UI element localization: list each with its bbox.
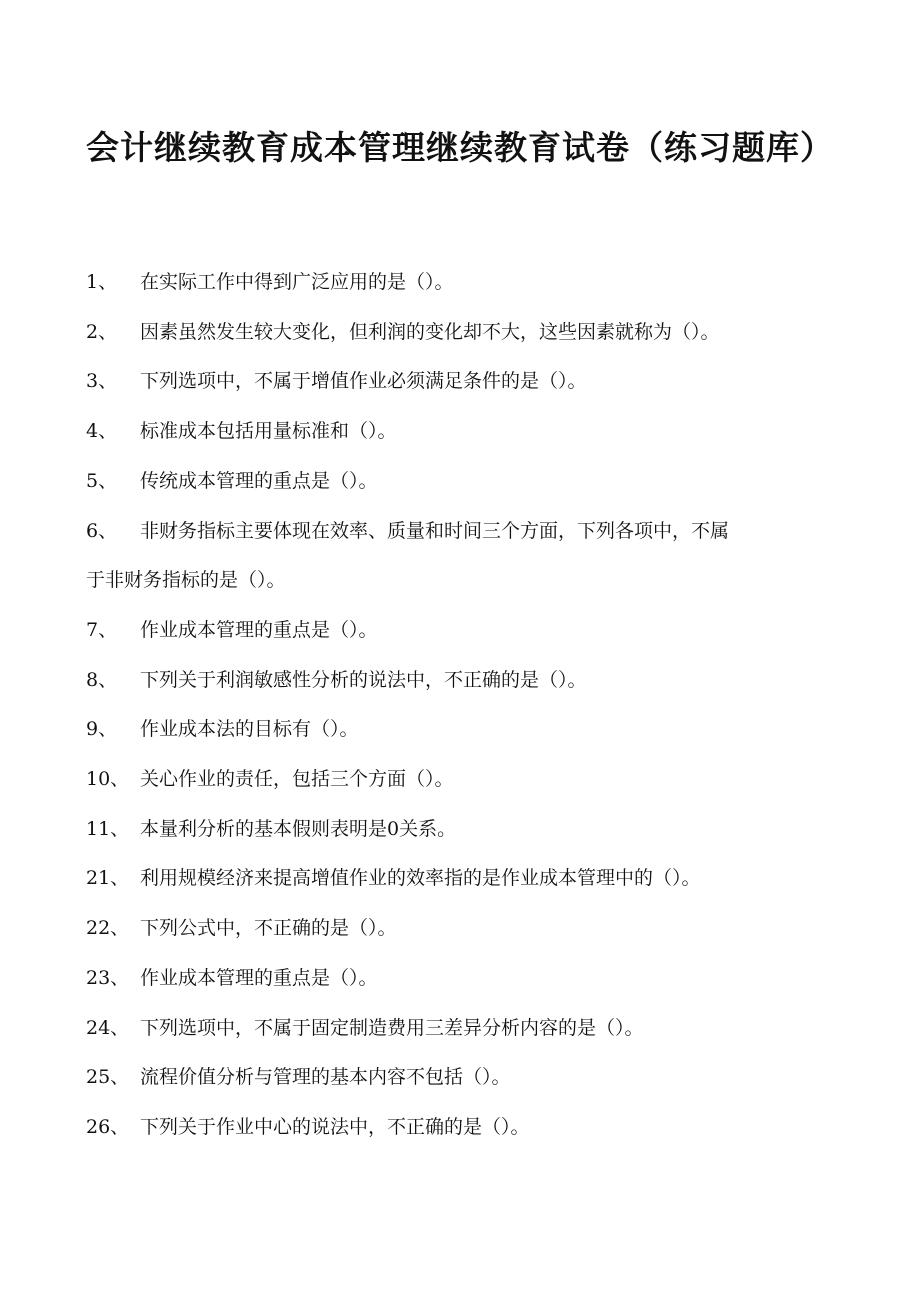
question-text: 流程价值分析与管理的基本内容不包括（）。 xyxy=(140,1066,511,1089)
question-item xyxy=(86,258,826,308)
question-item xyxy=(86,904,826,954)
question-number: 10、 xyxy=(86,768,130,791)
question-item xyxy=(86,1053,826,1103)
question-text: 关心作业的责任，包括三个方面（）。 xyxy=(140,768,454,791)
question-list xyxy=(86,258,826,1153)
question-number: 2、 xyxy=(86,320,118,343)
question-number: 6、 xyxy=(86,519,118,542)
question-text: 作业成本管理的重点是（）。 xyxy=(140,966,378,989)
question-number: 25、 xyxy=(86,1066,130,1089)
question-item xyxy=(86,407,826,457)
question-text: 因素虽然发生较大变化，但利润的变化却不大，这些因素就称为（）。 xyxy=(140,320,720,343)
question-item xyxy=(86,507,826,606)
question-number: 21、 xyxy=(86,867,130,890)
question-text: 在实际工作中得到广泛应用的是（）。 xyxy=(140,271,454,293)
question-number: 4、 xyxy=(86,420,118,443)
question-number: 8、 xyxy=(86,668,118,691)
question-item xyxy=(86,457,826,507)
question-item xyxy=(86,755,826,805)
question-number: 22、 xyxy=(86,917,130,940)
question-text: 本量利分析的基本假则表明是0关系。 xyxy=(140,817,457,840)
question-number: 3、 xyxy=(86,370,118,393)
question-item xyxy=(86,656,826,706)
question-item xyxy=(86,357,826,407)
page-title: 会计继续教育成本管理继续教育试卷（练习题库） xyxy=(86,128,834,167)
question-item xyxy=(86,1004,826,1054)
question-number: 26、 xyxy=(86,1115,130,1138)
question-text-continued: 于非财务指标的是（）。 xyxy=(86,569,286,592)
question-text: 下列关于利润敏感性分析的说法中，不正确的是（）。 xyxy=(140,668,587,691)
question-number: 5、 xyxy=(86,469,118,492)
question-text: 非财务指标主要体现在效率、质量和时间三个方面，下列各项中，不属 xyxy=(140,519,730,542)
question-number: 24、 xyxy=(86,1016,130,1039)
question-text: 下列公式中，不正确的是（）。 xyxy=(140,917,397,940)
question-text: 下列关于作业中心的说法中，不正确的是（）。 xyxy=(140,1115,530,1138)
question-number: 7、 xyxy=(86,618,118,641)
question-number: 23、 xyxy=(86,966,130,989)
question-number: 9、 xyxy=(86,718,118,741)
question-item xyxy=(86,606,826,656)
question-text: 标准成本包括用量标准和（）。 xyxy=(140,420,397,443)
question-text: 传统成本管理的重点是（）。 xyxy=(140,469,378,492)
question-item xyxy=(86,805,826,855)
question-text: 下列选项中，不属于增值作业必须满足条件的是（）。 xyxy=(140,370,587,393)
question-item xyxy=(86,854,826,904)
question-item xyxy=(86,954,826,1004)
question-number: 1、 xyxy=(86,271,118,293)
question-text: 下列选项中，不属于固定制造费用三差异分析内容的是（）。 xyxy=(140,1016,644,1039)
question-item xyxy=(86,1103,826,1153)
question-item xyxy=(86,705,826,755)
question-number: 11、 xyxy=(86,817,130,840)
question-text: 作业成本法的目标有（）。 xyxy=(140,718,359,741)
question-item xyxy=(86,308,826,358)
question-text: 利用规模经济来提高增值作业的效率指的是作业成本管理中的（）。 xyxy=(140,867,701,890)
question-text: 作业成本管理的重点是（）。 xyxy=(140,618,378,641)
